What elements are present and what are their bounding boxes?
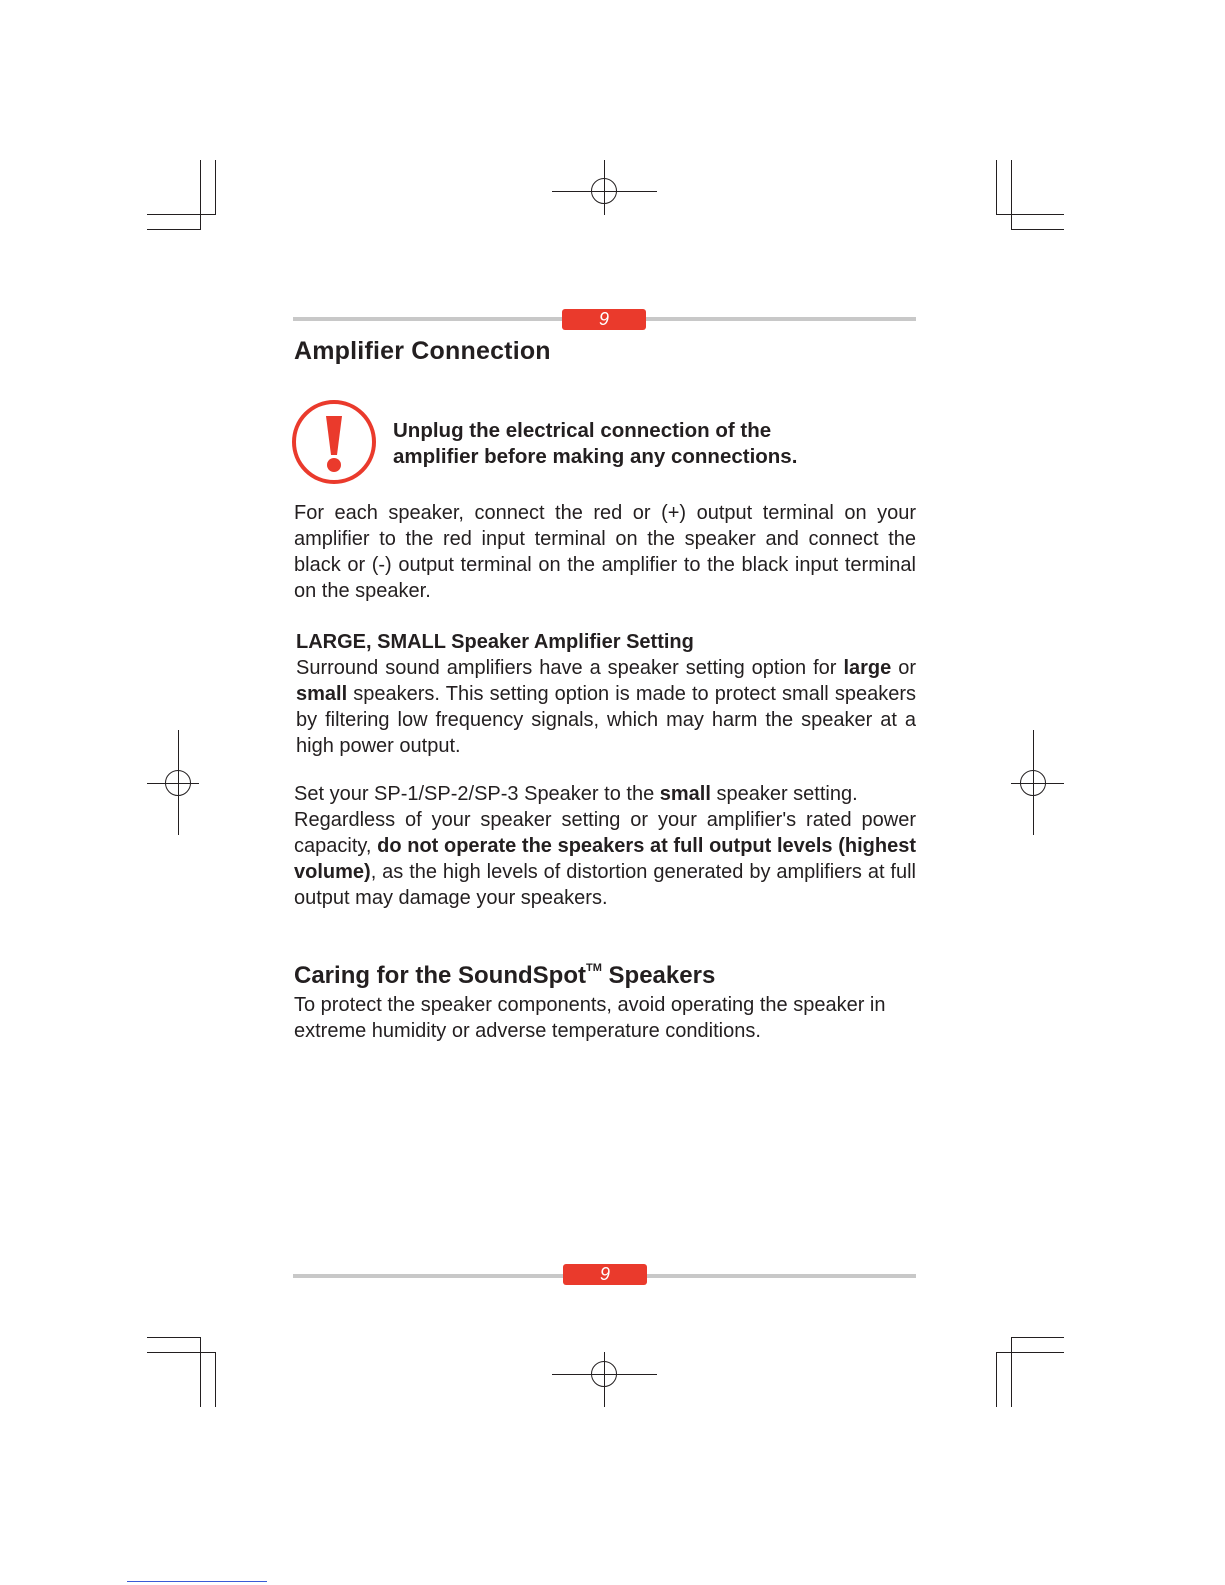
- regardless-text-b: , as the high levels of distortion generated by amplifiers at full output may damage your speakers.: [294, 861, 916, 909]
- header-page-number: 9: [562, 309, 646, 330]
- speaker-setting-section: [296, 629, 916, 759]
- bottom-underline: [127, 1581, 267, 1582]
- caring-paragraph: To protect the speaker components, avoid operating the speaker in extreme humidity or adverse temperature conditions.: [294, 994, 886, 1042]
- warning-line-1: Unplug the electrical connection of the: [393, 419, 772, 442]
- footer-page-number: 9: [563, 1264, 647, 1285]
- regardless-bold: do not operate the speakers at full output levels (highest volume): [294, 835, 916, 883]
- small-setting-paragraph: [294, 781, 916, 911]
- warning-line-2: amplifier before making any connections.: [393, 445, 798, 468]
- caring-heading: [294, 962, 715, 990]
- exclamation-icon: [291, 399, 377, 485]
- speaker-setting-heading: LARGE, SMALL Speaker Amplifier Setting: [296, 631, 694, 653]
- warning-text: [393, 418, 863, 470]
- set-line: [294, 781, 916, 807]
- speaker-setting-large: large: [843, 657, 892, 679]
- regardless-text-a: Regardless of your speaker setting or your amplifier's rated power capacity,: [294, 809, 916, 857]
- set-line-small: small: [659, 783, 711, 805]
- speaker-setting-small: small: [296, 683, 348, 705]
- caring-heading-a: Caring for the SoundSpot: [294, 962, 586, 989]
- page-title: Amplifier Connection: [294, 337, 551, 365]
- connection-paragraph: For each speaker, connect the red or (+) output terminal on your amplifier to the red input terminal on the speaker and connect the black or (-) output terminal on the amplifier to the black input terminal on the speaker.: [294, 502, 916, 602]
- set-line-text-a: Set your SP-1/SP-2/SP-3 Speaker to the: [294, 783, 660, 805]
- speaker-setting-or: or: [891, 657, 916, 679]
- speaker-setting-text-b: speakers. This setting option is made to protect small speakers by filtering low frequency signals, which may harm the speaker at a high power output.: [296, 683, 916, 757]
- regardless-text: [294, 807, 916, 911]
- trademark: TM: [585, 962, 602, 974]
- caring-heading-b: Speakers: [601, 962, 716, 989]
- speaker-setting-text-a: Surround sound amplifiers have a speaker setting option for: [296, 657, 837, 679]
- set-line-text-b: speaker setting.: [710, 783, 858, 805]
